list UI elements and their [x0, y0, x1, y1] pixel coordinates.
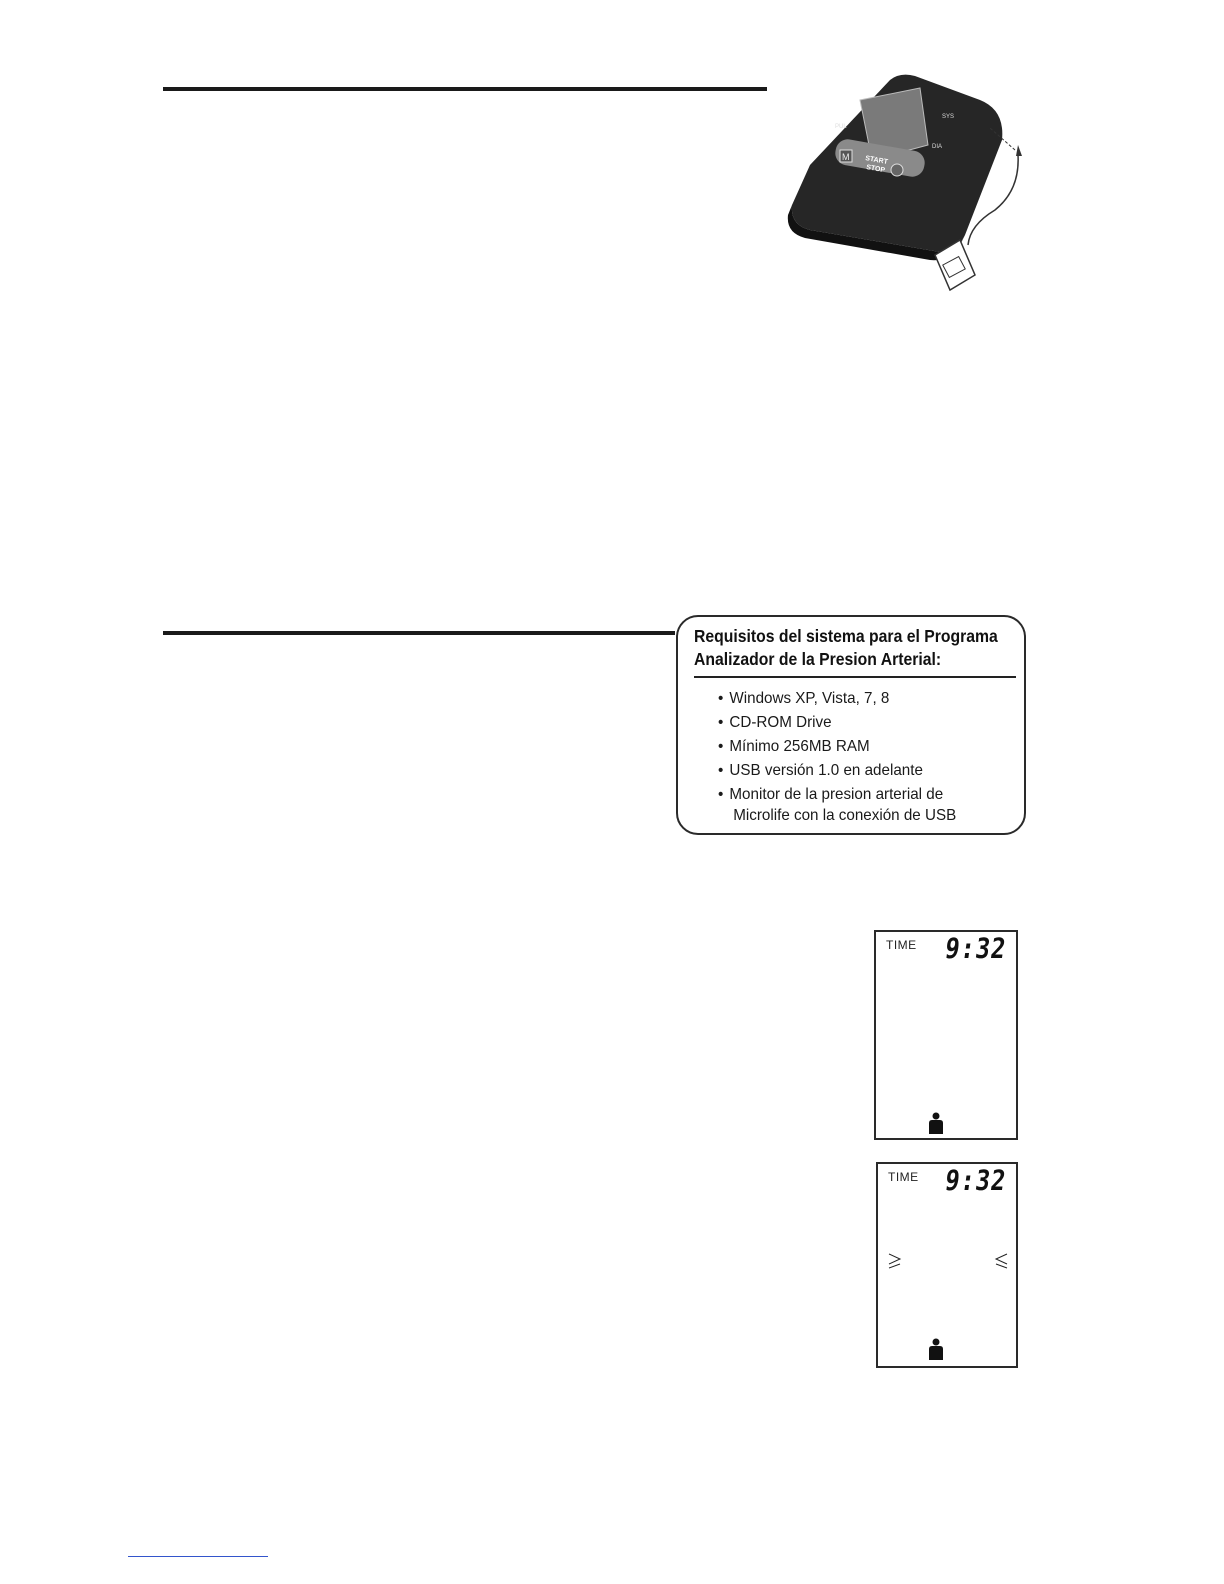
- lcd-display-time-arrows: [876, 1162, 1018, 1368]
- list-item: • CD-ROM Drive: [718, 711, 956, 735]
- user-icon: [928, 1112, 944, 1134]
- dia-label: DIA: [932, 144, 943, 150]
- requirements-title-line2: Analizador de la Presion Arterial:: [694, 649, 942, 669]
- requirements-list: [718, 687, 969, 824]
- lcd-time-label: TIME: [886, 938, 917, 952]
- requirements-divider: [694, 676, 1016, 678]
- start-button-label: START: [864, 155, 889, 166]
- footer-link-underline: [128, 1556, 268, 1557]
- m-button-label: M: [842, 152, 850, 162]
- requirements-title-line1: Requisitos del sistema para el Programa: [694, 626, 998, 646]
- section-rule-middle: [163, 631, 675, 635]
- list-item: [718, 783, 956, 824]
- pul-label: PUL: [835, 124, 847, 130]
- sys-label: SYS: [942, 114, 955, 120]
- list-item-line1: Monitor de la presion arterial de: [729, 786, 944, 803]
- system-requirements-box: [676, 615, 1026, 835]
- lcd-time-value: 9:32: [942, 1164, 1008, 1197]
- clock-button-icon: [891, 164, 903, 176]
- stop-button-label: STOP: [865, 164, 886, 175]
- arrow-left-icon: [994, 1252, 1008, 1274]
- lcd-display-time: [874, 930, 1018, 1140]
- lcd-time-label: TIME: [888, 1170, 919, 1184]
- lcd-time-value: 9:32: [942, 932, 1008, 965]
- arrow-right-icon: [888, 1252, 902, 1274]
- blood-pressure-monitor-illustration: [780, 70, 1050, 310]
- list-item: • Windows XP, Vista, 7, 8: [718, 687, 956, 711]
- list-item: • Mínimo 256MB RAM: [718, 735, 956, 759]
- list-item-line2: Microlife con la conexión de USB: [733, 807, 957, 824]
- requirements-title: [694, 625, 998, 671]
- user-icon: [928, 1338, 944, 1360]
- section-rule-top: [163, 87, 767, 91]
- list-item: • USB versión 1.0 en adelante: [718, 759, 956, 783]
